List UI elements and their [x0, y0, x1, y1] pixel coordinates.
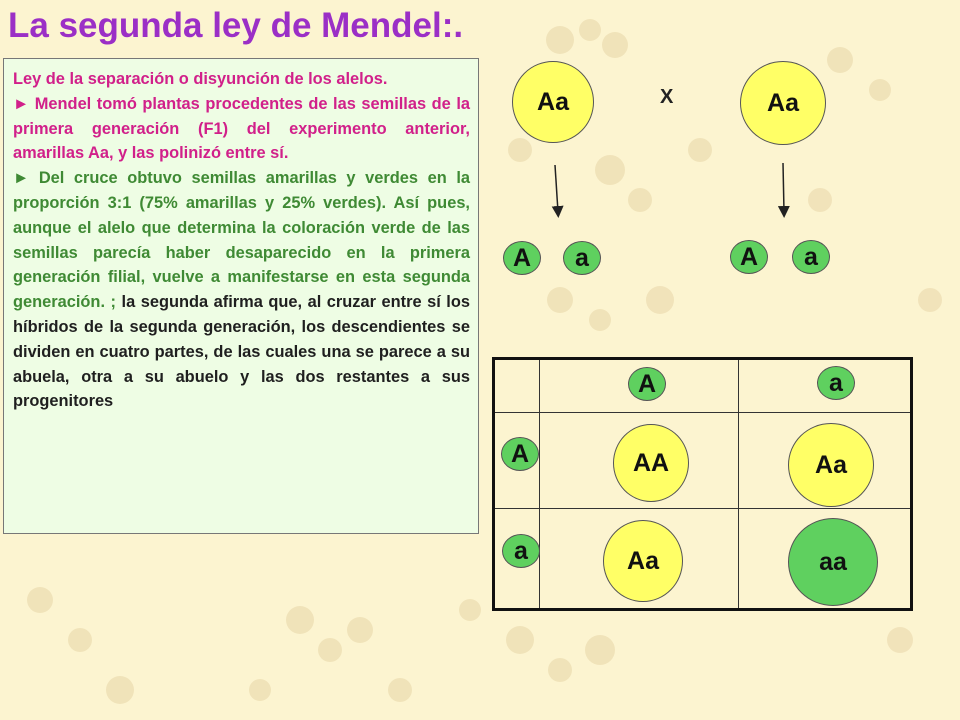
cell-Aa-top: Aa: [788, 423, 874, 507]
cell-AA: AA: [613, 424, 689, 502]
cell-aa: aa: [788, 518, 878, 606]
explanation-textbox: [3, 58, 479, 534]
col-header-a: a: [817, 366, 855, 400]
cross-symbol: X: [660, 86, 674, 108]
law-name-text: Ley de la separación o disyunción de los alelos.: [13, 70, 388, 88]
parent-left-circle: Aa: [512, 61, 594, 143]
experiment-paragraph: ► Mendel tomó plantas procedentes de las semillas de la primera generación (F1) del experimento anterior, amarillas Aa, y las polinizó entre sí.: [13, 94, 470, 163]
grid-line: [495, 412, 910, 413]
page-title: La segunda ley de Mendel:.: [8, 6, 464, 45]
gamete-left-A: A: [503, 241, 541, 275]
result-paragraph: [13, 166, 470, 414]
col-header-A: A: [628, 367, 666, 401]
law-statement-text: la segunda afirma que, al cruzar entre sí los híbridos de la segunda generación, los descendientes se dividen en cuatro partes, de las cuales una se parece a su abuela, otra a su abuelo y las dos restantes a sus progenitores: [13, 293, 470, 411]
row-header-A: A: [501, 437, 539, 471]
grid-line: [539, 360, 540, 608]
result-text: ► Del cruce obtuvo semillas amarillas y verdes en la proporción 3:1 (75% amarillas y 25% verdes). Así pues, aunque el alelo que determina la coloración verde de las semillas parecía haber desaparecido en la primera generación filial, vuelve a manifestarse en esta segunda generación. ;: [13, 169, 470, 312]
row-header-a: a: [502, 534, 540, 568]
gamete-right-a: a: [792, 240, 830, 274]
parent-right-circle: Aa: [740, 61, 826, 145]
grid-line: [738, 360, 739, 608]
gamete-right-A: A: [730, 240, 768, 274]
gamete-left-a: a: [563, 241, 601, 275]
cell-Aa-bottom: Aa: [603, 520, 683, 602]
grid-line: [495, 508, 910, 509]
